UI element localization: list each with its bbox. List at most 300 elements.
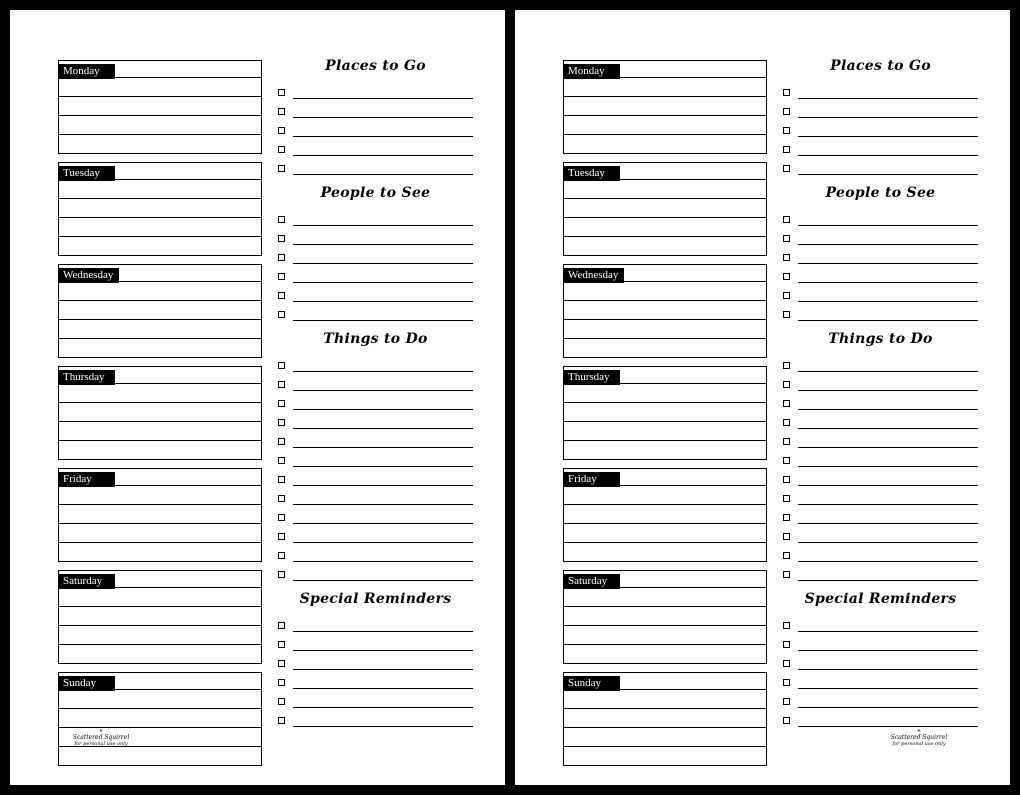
day-write-area[interactable] (58, 77, 262, 154)
checkbox-icon[interactable] (783, 292, 790, 299)
day-write-line[interactable] (59, 708, 261, 727)
checkbox-icon[interactable] (783, 165, 790, 172)
day-write-line[interactable] (564, 587, 766, 606)
list-write-line[interactable] (293, 208, 473, 226)
checkbox-icon[interactable] (783, 108, 790, 115)
day-write-line[interactable] (59, 746, 261, 765)
list-item[interactable] (278, 429, 473, 448)
day-write-line[interactable] (564, 96, 766, 115)
page-content-right (515, 10, 1010, 785)
list-section (783, 591, 978, 727)
checkbox-icon[interactable] (783, 552, 790, 559)
list-write-line[interactable] (798, 487, 978, 505)
checkbox-icon[interactable] (278, 717, 285, 724)
day-write-area[interactable] (58, 179, 262, 256)
list-section (278, 58, 473, 175)
checkbox-icon[interactable] (278, 400, 285, 407)
list-item[interactable] (278, 562, 473, 581)
checkbox-icon[interactable] (278, 127, 285, 134)
day-write-line[interactable] (564, 236, 766, 255)
list-write-line[interactable] (293, 468, 473, 486)
section-title: People to See (825, 185, 936, 201)
checkbox-icon[interactable] (278, 89, 285, 96)
day-label-row (563, 672, 767, 689)
list-item[interactable] (278, 118, 473, 137)
list-write-line[interactable] (798, 563, 978, 581)
list-write-line[interactable] (293, 392, 473, 410)
day-write-area[interactable] (563, 587, 767, 664)
list-write-line[interactable] (798, 138, 978, 156)
list-item[interactable] (278, 391, 473, 410)
list-item[interactable] (278, 283, 473, 302)
list-write-line[interactable] (293, 652, 473, 670)
day-write-line[interactable] (564, 115, 766, 134)
list-write-line[interactable] (293, 227, 473, 245)
checkbox-icon[interactable] (278, 438, 285, 445)
section-title: People to See (320, 185, 431, 201)
checkbox-icon[interactable] (278, 165, 285, 172)
squirrel-icon: ⁎ (917, 726, 921, 734)
day-block (58, 60, 262, 154)
day-write-line[interactable] (59, 338, 261, 357)
day-block (563, 672, 767, 766)
checkbox-icon[interactable] (783, 571, 790, 578)
checkbox-icon[interactable] (783, 514, 790, 521)
checkbox-icon[interactable] (278, 146, 285, 153)
lists-column (783, 58, 978, 737)
day-block (563, 162, 767, 256)
list-write-line[interactable] (798, 100, 978, 118)
day-write-line[interactable] (564, 198, 766, 217)
list-write-line[interactable] (293, 411, 473, 429)
day-write-line[interactable] (564, 504, 766, 523)
list-write-line[interactable] (798, 354, 978, 372)
list-item[interactable] (783, 245, 978, 264)
day-write-area[interactable] (58, 587, 262, 664)
list-item[interactable] (783, 80, 978, 99)
day-write-line[interactable] (564, 402, 766, 421)
list-item[interactable] (783, 410, 978, 429)
checkbox-icon[interactable] (278, 641, 285, 648)
day-write-line[interactable] (59, 523, 261, 542)
squirrel-icon: ⁎ (99, 726, 103, 734)
day-label-thursday: Thursday (564, 370, 620, 385)
day-write-line[interactable] (59, 236, 261, 255)
checkbox-icon[interactable] (783, 146, 790, 153)
list-write-line[interactable] (798, 449, 978, 467)
checkbox-icon[interactable] (278, 457, 285, 464)
day-write-line[interactable] (564, 523, 766, 542)
list-write-line[interactable] (798, 284, 978, 302)
list-item[interactable] (278, 353, 473, 372)
checkbox-icon[interactable] (278, 622, 285, 629)
list-write-line[interactable] (293, 81, 473, 99)
day-write-area[interactable] (563, 77, 767, 154)
day-label-tuesday: Tuesday (564, 166, 620, 181)
day-write-line[interactable] (564, 625, 766, 644)
checkbox-icon[interactable] (278, 108, 285, 115)
list-write-line[interactable] (293, 487, 473, 505)
day-write-line[interactable] (59, 281, 261, 300)
list-item[interactable] (278, 226, 473, 245)
list-item[interactable] (783, 505, 978, 524)
checkbox-icon[interactable] (278, 495, 285, 502)
day-write-line[interactable] (59, 485, 261, 504)
checkbox-icon[interactable] (783, 362, 790, 369)
list-write-line[interactable] (293, 119, 473, 137)
list-item[interactable] (278, 486, 473, 505)
day-label-monday: Monday (59, 64, 115, 79)
day-label-row (563, 264, 767, 281)
day-label-row (58, 264, 262, 281)
day-write-line[interactable] (59, 115, 261, 134)
day-write-line[interactable] (59, 198, 261, 217)
section-title: Places to Go (325, 58, 426, 74)
list-write-line[interactable] (798, 430, 978, 448)
day-block (58, 366, 262, 460)
day-write-area[interactable] (563, 485, 767, 562)
day-block (58, 468, 262, 562)
list-item[interactable] (278, 613, 473, 632)
day-label-row (563, 366, 767, 383)
section-title: Things to Do (828, 331, 933, 347)
list-write-line[interactable] (798, 303, 978, 321)
checkbox-icon[interactable] (278, 311, 285, 318)
checkbox-icon[interactable] (783, 273, 790, 280)
day-write-line[interactable] (564, 689, 766, 708)
list-write-line[interactable] (293, 265, 473, 283)
day-write-line[interactable] (564, 77, 766, 96)
list-write-line[interactable] (798, 614, 978, 632)
day-label-friday: Friday (59, 472, 115, 487)
day-write-line[interactable] (564, 606, 766, 625)
day-write-line[interactable] (564, 134, 766, 153)
day-write-line[interactable] (59, 77, 261, 96)
list-write-line[interactable] (798, 411, 978, 429)
day-write-line[interactable] (564, 644, 766, 663)
list-write-line[interactable] (293, 671, 473, 689)
day-label-row (563, 162, 767, 179)
list-item[interactable] (783, 670, 978, 689)
list-item[interactable] (783, 467, 978, 486)
checkbox-icon[interactable] (278, 552, 285, 559)
day-label-row (58, 162, 262, 179)
list-write-line[interactable] (293, 633, 473, 651)
list-write-line[interactable] (798, 227, 978, 245)
day-write-line[interactable] (564, 217, 766, 236)
day-write-line[interactable] (564, 727, 766, 746)
list-item[interactable] (783, 429, 978, 448)
list-item[interactable] (278, 708, 473, 727)
list-item[interactable] (278, 372, 473, 391)
list-write-line[interactable] (293, 284, 473, 302)
list-item[interactable] (783, 613, 978, 632)
checkbox-icon[interactable] (278, 362, 285, 369)
list-item[interactable] (278, 264, 473, 283)
list-item[interactable] (278, 543, 473, 562)
day-label-wednesday: Wednesday (564, 268, 624, 283)
list-section (278, 185, 473, 321)
day-label-row (563, 468, 767, 485)
checkbox-icon[interactable] (278, 476, 285, 483)
list-item[interactable] (783, 372, 978, 391)
checkbox-icon[interactable] (783, 533, 790, 540)
list-write-line[interactable] (798, 709, 978, 727)
day-write-line[interactable] (59, 421, 261, 440)
day-block (58, 672, 262, 766)
list-item[interactable] (278, 80, 473, 99)
day-block (563, 366, 767, 460)
day-block (563, 468, 767, 562)
day-label-row (58, 672, 262, 689)
list-write-line[interactable] (293, 100, 473, 118)
list-write-line[interactable] (798, 119, 978, 137)
day-write-line[interactable] (59, 689, 261, 708)
list-write-line[interactable] (293, 563, 473, 581)
day-write-area[interactable] (563, 281, 767, 358)
checkbox-icon[interactable] (783, 89, 790, 96)
list-write-line[interactable] (798, 544, 978, 562)
day-label-monday: Monday (564, 64, 620, 79)
day-label-wednesday: Wednesday (59, 268, 119, 283)
day-write-line[interactable] (59, 179, 261, 198)
day-label-sunday: Sunday (59, 676, 115, 691)
list-write-line[interactable] (798, 525, 978, 543)
day-write-line[interactable] (59, 644, 261, 663)
day-write-line[interactable] (564, 746, 766, 765)
checkbox-icon[interactable] (783, 419, 790, 426)
list-item[interactable] (783, 353, 978, 372)
checkbox-icon[interactable] (278, 216, 285, 223)
day-write-line[interactable] (59, 587, 261, 606)
day-block (563, 264, 767, 358)
day-write-area[interactable] (58, 485, 262, 562)
day-write-line[interactable] (59, 542, 261, 561)
checkbox-icon[interactable] (278, 235, 285, 242)
checkbox-icon[interactable] (783, 127, 790, 134)
list-item[interactable] (783, 689, 978, 708)
list-write-line[interactable] (293, 138, 473, 156)
day-write-line[interactable] (59, 96, 261, 115)
list-write-line[interactable] (293, 709, 473, 727)
checkbox-icon[interactable] (278, 381, 285, 388)
list-item[interactable] (278, 137, 473, 156)
list-write-line[interactable] (798, 690, 978, 708)
list-item[interactable] (783, 264, 978, 283)
days-column (563, 60, 767, 774)
list-item[interactable] (278, 245, 473, 264)
checkbox-icon[interactable] (278, 660, 285, 667)
section-title: Things to Do (323, 331, 428, 347)
checkbox-icon[interactable] (783, 381, 790, 388)
list-write-line[interactable] (798, 633, 978, 651)
list-item[interactable] (783, 391, 978, 410)
logo-brand: Scattered Squirrel (72, 734, 130, 741)
day-block (58, 264, 262, 358)
checkbox-icon[interactable] (278, 254, 285, 261)
list-write-line[interactable] (798, 208, 978, 226)
list-write-line[interactable] (798, 506, 978, 524)
checkbox-icon[interactable] (783, 311, 790, 318)
list-write-line[interactable] (798, 373, 978, 391)
list-write-line[interactable] (798, 671, 978, 689)
day-write-line[interactable] (564, 440, 766, 459)
day-write-line[interactable] (59, 606, 261, 625)
day-label-tuesday: Tuesday (59, 166, 115, 181)
list-write-line[interactable] (293, 506, 473, 524)
list-item[interactable] (278, 99, 473, 118)
day-write-line[interactable] (59, 300, 261, 319)
list-write-line[interactable] (293, 690, 473, 708)
list-write-line[interactable] (293, 354, 473, 372)
list-item[interactable] (783, 543, 978, 562)
list-item[interactable] (278, 410, 473, 429)
list-write-line[interactable] (293, 525, 473, 543)
list-item[interactable] (278, 467, 473, 486)
day-write-line[interactable] (59, 402, 261, 421)
day-write-line[interactable] (564, 485, 766, 504)
list-item[interactable] (783, 562, 978, 581)
list-item[interactable] (783, 156, 978, 175)
list-item[interactable] (278, 302, 473, 321)
day-write-area[interactable] (563, 383, 767, 460)
day-block (563, 60, 767, 154)
day-write-line[interactable] (59, 440, 261, 459)
checkbox-icon[interactable] (783, 660, 790, 667)
section-title: Special Reminders (299, 591, 452, 607)
lists-column (278, 58, 473, 737)
list-item[interactable] (278, 632, 473, 651)
checkbox-icon[interactable] (783, 235, 790, 242)
day-write-line[interactable] (59, 504, 261, 523)
day-write-line[interactable] (564, 421, 766, 440)
list-item[interactable] (783, 632, 978, 651)
checkbox-icon[interactable] (783, 400, 790, 407)
checkbox-icon[interactable] (783, 457, 790, 464)
day-write-line[interactable] (564, 338, 766, 357)
list-item[interactable] (278, 156, 473, 175)
checkbox-icon[interactable] (783, 216, 790, 223)
checkbox-icon[interactable] (783, 438, 790, 445)
planner-page-right (515, 10, 1010, 785)
list-item[interactable] (278, 448, 473, 467)
list-section (278, 331, 473, 581)
list-write-line[interactable] (798, 392, 978, 410)
checkbox-icon[interactable] (278, 698, 285, 705)
checkbox-icon[interactable] (783, 476, 790, 483)
list-item[interactable] (278, 505, 473, 524)
day-write-line[interactable] (564, 708, 766, 727)
list-write-line[interactable] (293, 614, 473, 632)
day-write-area[interactable] (563, 179, 767, 256)
list-write-line[interactable] (293, 303, 473, 321)
day-write-line[interactable] (564, 300, 766, 319)
checkbox-icon[interactable] (783, 254, 790, 261)
checkbox-icon[interactable] (278, 292, 285, 299)
day-label-row (563, 570, 767, 587)
day-label-row (58, 60, 262, 77)
list-write-line[interactable] (798, 652, 978, 670)
list-item[interactable] (783, 207, 978, 226)
checkbox-icon[interactable] (783, 641, 790, 648)
list-item[interactable] (783, 708, 978, 727)
checkbox-icon[interactable] (783, 622, 790, 629)
checkbox-icon[interactable] (278, 571, 285, 578)
day-write-line[interactable] (59, 217, 261, 236)
list-write-line[interactable] (293, 157, 473, 175)
list-item[interactable] (278, 651, 473, 670)
day-write-line[interactable] (59, 625, 261, 644)
day-block (563, 570, 767, 664)
list-item[interactable] (278, 670, 473, 689)
list-section (783, 58, 978, 175)
day-write-line[interactable] (564, 542, 766, 561)
list-item[interactable] (783, 137, 978, 156)
list-item[interactable] (783, 99, 978, 118)
list-write-line[interactable] (293, 373, 473, 391)
day-write-line[interactable] (59, 319, 261, 338)
page-content-left (10, 10, 505, 785)
checkbox-icon[interactable] (783, 698, 790, 705)
list-item[interactable] (783, 524, 978, 543)
checkbox-icon[interactable] (278, 419, 285, 426)
day-label-friday: Friday (564, 472, 620, 487)
list-write-line[interactable] (798, 265, 978, 283)
list-write-line[interactable] (798, 246, 978, 264)
checkbox-icon[interactable] (278, 533, 285, 540)
list-item[interactable] (783, 226, 978, 245)
list-write-line[interactable] (798, 81, 978, 99)
footer-logo (56, 727, 146, 747)
checkbox-icon[interactable] (278, 273, 285, 280)
list-write-line[interactable] (798, 157, 978, 175)
list-item[interactable] (783, 448, 978, 467)
day-write-line[interactable] (564, 179, 766, 198)
checkbox-icon[interactable] (278, 679, 285, 686)
day-write-line[interactable] (564, 319, 766, 338)
list-write-line[interactable] (293, 246, 473, 264)
list-write-line[interactable] (293, 430, 473, 448)
list-item[interactable] (278, 524, 473, 543)
list-write-line[interactable] (293, 449, 473, 467)
day-write-area[interactable] (58, 281, 262, 358)
day-label-saturday: Saturday (59, 574, 115, 589)
day-label-row (58, 366, 262, 383)
day-write-line[interactable] (59, 134, 261, 153)
day-write-line[interactable] (564, 383, 766, 402)
list-item[interactable] (278, 207, 473, 226)
checkbox-icon[interactable] (783, 717, 790, 724)
day-label-row (563, 60, 767, 77)
list-item[interactable] (783, 118, 978, 137)
day-write-line[interactable] (564, 281, 766, 300)
days-column (58, 60, 262, 774)
list-section (783, 185, 978, 321)
day-write-area[interactable] (563, 689, 767, 766)
list-item[interactable] (783, 486, 978, 505)
checkbox-icon[interactable] (783, 495, 790, 502)
list-item[interactable] (783, 302, 978, 321)
list-item[interactable] (783, 283, 978, 302)
checkbox-icon[interactable] (278, 514, 285, 521)
list-write-line[interactable] (293, 544, 473, 562)
list-item[interactable] (278, 689, 473, 708)
list-write-line[interactable] (798, 468, 978, 486)
day-write-area[interactable] (58, 383, 262, 460)
checkbox-icon[interactable] (783, 679, 790, 686)
day-write-line[interactable] (59, 383, 261, 402)
list-item[interactable] (783, 651, 978, 670)
